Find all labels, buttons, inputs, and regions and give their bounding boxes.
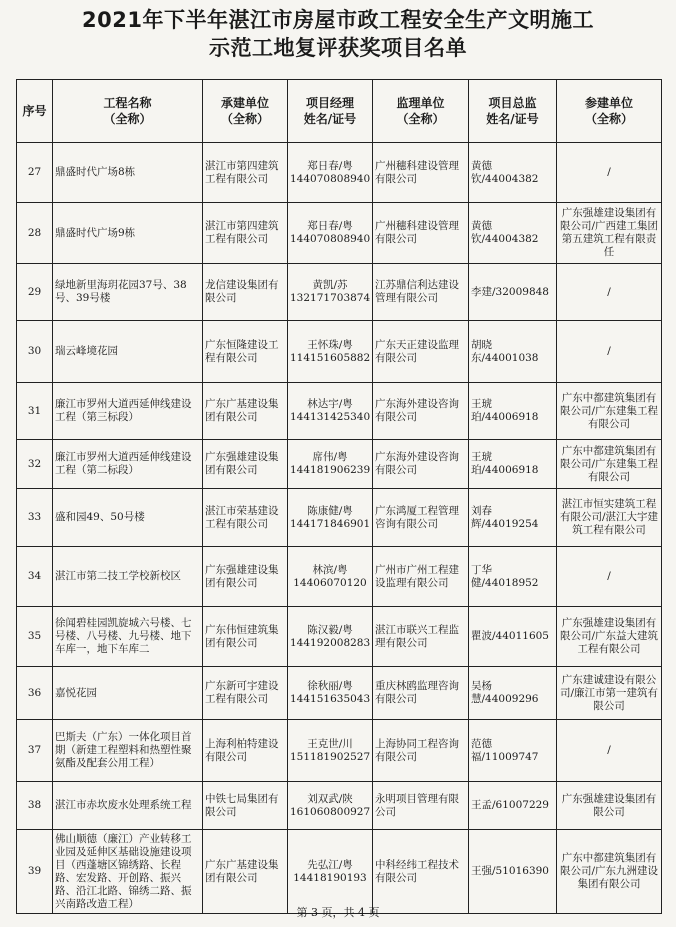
cell-chief-supervisor: 黄德钦/44004382 (469, 203, 557, 264)
cell-chief-supervisor: 王琥珀/44006918 (469, 440, 557, 489)
cell-project-manager: 郑日春/粤 144070808940 (288, 203, 373, 264)
cell-chief-supervisor: 瞿波/44011605 (469, 607, 557, 667)
cell-contractor: 广东强雄建设集团有限公司 (203, 547, 288, 607)
table-row (17, 264, 662, 321)
cell-project-manager: 先弘江/粤 14418190193 (288, 830, 373, 914)
cell-no: 33 (17, 489, 53, 547)
cell-participating-units: 广东建诚建设有限公司/廉江市第一建筑有限公司 (557, 667, 662, 720)
cell-project-manager: 陈康健/粤 144171846901 (288, 489, 373, 547)
cell-project-name: 巴斯夫（广东）一体化项目首期（新建工程塑料和热塑性聚氨酯及配套公用工程） (53, 720, 203, 782)
cell-contractor: 龙信建设集团有限公司 (203, 264, 288, 321)
cell-supervisor: 中科经纬工程技术有限公司 (373, 830, 469, 914)
cell-participating-units: / (557, 143, 662, 203)
cell-project-name: 绿地新里海玥花园37号、38号、39号楼 (53, 264, 203, 321)
cell-contractor: 广东恒隆建设工程有限公司 (203, 321, 288, 383)
cell-no: 29 (17, 264, 53, 321)
cell-no: 39 (17, 830, 53, 914)
cell-project-manager: 王怀珠/粤 114151605882 (288, 321, 373, 383)
cell-no: 32 (17, 440, 53, 489)
header-contractor: 承建单位 （全称） (203, 80, 288, 143)
cell-participating-units: 广东强雄建设集团有限公司/广西建工集团第五建筑工程有限责任 (557, 203, 662, 264)
header-chief-supervisor: 项目总监 姓名/证号 (469, 80, 557, 143)
cell-chief-supervisor: 范德福/11009747 (469, 720, 557, 782)
table-row (17, 203, 662, 264)
page-title (0, 6, 676, 62)
cell-project-manager: 陈汉毅/粤 144192008283 (288, 607, 373, 667)
cell-participating-units: / (557, 720, 662, 782)
table-row (17, 321, 662, 383)
cell-supervisor: 江苏鼎信利达建设管理有限公司 (373, 264, 469, 321)
table-row (17, 143, 662, 203)
cell-project-manager: 郑日春/粤 144070808940 (288, 143, 373, 203)
cell-no: 30 (17, 321, 53, 383)
cell-contractor: 广东新可宇建设工程有限公司 (203, 667, 288, 720)
table-row (17, 547, 662, 607)
table-row (17, 830, 662, 914)
table-header-row (17, 80, 662, 143)
cell-chief-supervisor: 王强/51016390 (469, 830, 557, 914)
cell-participating-units: 广东中都建筑集团有限公司/广东九洲建设集团有限公司 (557, 830, 662, 914)
page-number-footer: 第 3 页，共 4 页 (296, 906, 380, 919)
cell-supervisor: 湛江市联兴工程监理有限公司 (373, 607, 469, 667)
cell-participating-units: / (557, 321, 662, 383)
cell-project-manager: 刘双武/陕 161060800927 (288, 782, 373, 830)
cell-project-name: 鼎盛时代广场8栋 (53, 143, 203, 203)
cell-contractor: 湛江市第四建筑工程有限公司 (203, 143, 288, 203)
cell-contractor: 中铁七局集团有限公司 (203, 782, 288, 830)
cell-project-manager: 林滨/粤 14406070120 (288, 547, 373, 607)
cell-project-manager: 黄凯/苏 132171703874 (288, 264, 373, 321)
cell-no: 27 (17, 143, 53, 203)
cell-supervisor: 上海协同工程咨询有限公司 (373, 720, 469, 782)
cell-supervisor: 重庆林鸥监理咨询有限公司 (373, 667, 469, 720)
cell-no: 34 (17, 547, 53, 607)
cell-contractor: 广东强雄建设集团有限公司 (203, 440, 288, 489)
cell-contractor: 湛江市第四建筑工程有限公司 (203, 203, 288, 264)
cell-no: 28 (17, 203, 53, 264)
cell-project-name: 盛和园49、50号楼 (53, 489, 203, 547)
cell-project-manager: 王克世/川 151181902527 (288, 720, 373, 782)
header-project-manager: 项目经理 姓名/证号 (288, 80, 373, 143)
cell-project-name: 湛江市第二技工学校新校区 (53, 547, 203, 607)
cell-project-name: 徐闻碧桂园凯旋城六号楼、七号楼、八号楼、九号楼、地下车库一，地下车库二 (53, 607, 203, 667)
cell-participating-units: / (557, 547, 662, 607)
cell-contractor: 广东广基建设集团有限公司 (203, 383, 288, 440)
cell-no: 36 (17, 667, 53, 720)
header-supervisor: 监理单位 （全称） (373, 80, 469, 143)
title-line-2: 示范工地复评获奖项目名单 (209, 36, 467, 60)
cell-supervisor: 广东海外建设咨询有限公司 (373, 440, 469, 489)
cell-project-name: 湛江市赤坎废水处理系统工程 (53, 782, 203, 830)
cell-supervisor: 广东天正建设监理有限公司 (373, 321, 469, 383)
cell-participating-units: / (557, 264, 662, 321)
table-row (17, 720, 662, 782)
cell-participating-units: 广东强雄建设集团有限公司 (557, 782, 662, 830)
table-row (17, 667, 662, 720)
table-row (17, 383, 662, 440)
cell-contractor: 湛江市荣基建设工程有限公司 (203, 489, 288, 547)
cell-project-name: 廉江市罗州大道西延伸线建设工程（第二标段） (53, 440, 203, 489)
cell-supervisor: 广州穗科建设管理有限公司 (373, 143, 469, 203)
cell-project-manager: 席伟/粤 144181906239 (288, 440, 373, 489)
table-row (17, 607, 662, 667)
header-participating-units: 参建单位 （全称） (557, 80, 662, 143)
cell-no: 31 (17, 383, 53, 440)
cell-project-name: 嘉悦花园 (53, 667, 203, 720)
award-list-table (16, 79, 662, 914)
cell-no: 37 (17, 720, 53, 782)
cell-chief-supervisor: 王琥珀/44006918 (469, 383, 557, 440)
table-row (17, 440, 662, 489)
cell-project-name: 瑞云峰境花园 (53, 321, 203, 383)
cell-supervisor: 广州市广州工程建设监理有限公司 (373, 547, 469, 607)
cell-chief-supervisor: 丁华健/44018952 (469, 547, 557, 607)
table-row (17, 489, 662, 547)
cell-participating-units: 湛江市恒实建筑工程有限公司/湛江大宇建筑工程有限公司 (557, 489, 662, 547)
cell-participating-units: 广东中都建筑集团有限公司/广东建集工程有限公司 (557, 383, 662, 440)
cell-participating-units: 广东强雄建设集团有限公司/广东益大建筑工程有限公司 (557, 607, 662, 667)
cell-project-name: 佛山顺德（廉江）产业转移工业园及延伸区基础设施建设项目（西蓬塘区锦绣路、长程路、宏发路、开创路、振兴路、沿江北路、锦绣二路、振兴南路改造工程） (53, 830, 203, 914)
cell-contractor: 广东广基建设集团有限公司 (203, 830, 288, 914)
table-row (17, 782, 662, 830)
cell-project-name: 鼎盛时代广场9栋 (53, 203, 203, 264)
cell-supervisor: 广州穗科建设管理有限公司 (373, 203, 469, 264)
cell-project-name: 廉江市罗州大道西延伸线建设工程（第三标段） (53, 383, 203, 440)
cell-chief-supervisor: 刘春辉/44019254 (469, 489, 557, 547)
cell-chief-supervisor: 胡晓东/44001038 (469, 321, 557, 383)
header-no: 序号 (17, 80, 53, 143)
header-project-name: 工程名称 （全称） (53, 80, 203, 143)
cell-supervisor: 广东海外建设咨询有限公司 (373, 383, 469, 440)
cell-chief-supervisor: 黄德钦/44004382 (469, 143, 557, 203)
cell-project-manager: 徐秋丽/粤 144151635043 (288, 667, 373, 720)
cell-chief-supervisor: 李建/32009848 (469, 264, 557, 321)
cell-chief-supervisor: 王孟/61007229 (469, 782, 557, 830)
cell-contractor: 广东伟恒建筑集团有限公司 (203, 607, 288, 667)
title-line-1: 2021年下半年湛江市房屋市政工程安全生产文明施工 (82, 8, 594, 32)
cell-participating-units: 广东中都建筑集团有限公司/广东建集工程有限公司 (557, 440, 662, 489)
cell-project-manager: 林达宇/粤 144131425340 (288, 383, 373, 440)
cell-contractor: 上海利柏特建设有限公司 (203, 720, 288, 782)
cell-supervisor: 广东鸿厦工程管理咨询有限公司 (373, 489, 469, 547)
cell-no: 35 (17, 607, 53, 667)
cell-supervisor: 永明项目管理有限公司 (373, 782, 469, 830)
cell-no: 38 (17, 782, 53, 830)
cell-chief-supervisor: 吴杨慧/44009296 (469, 667, 557, 720)
